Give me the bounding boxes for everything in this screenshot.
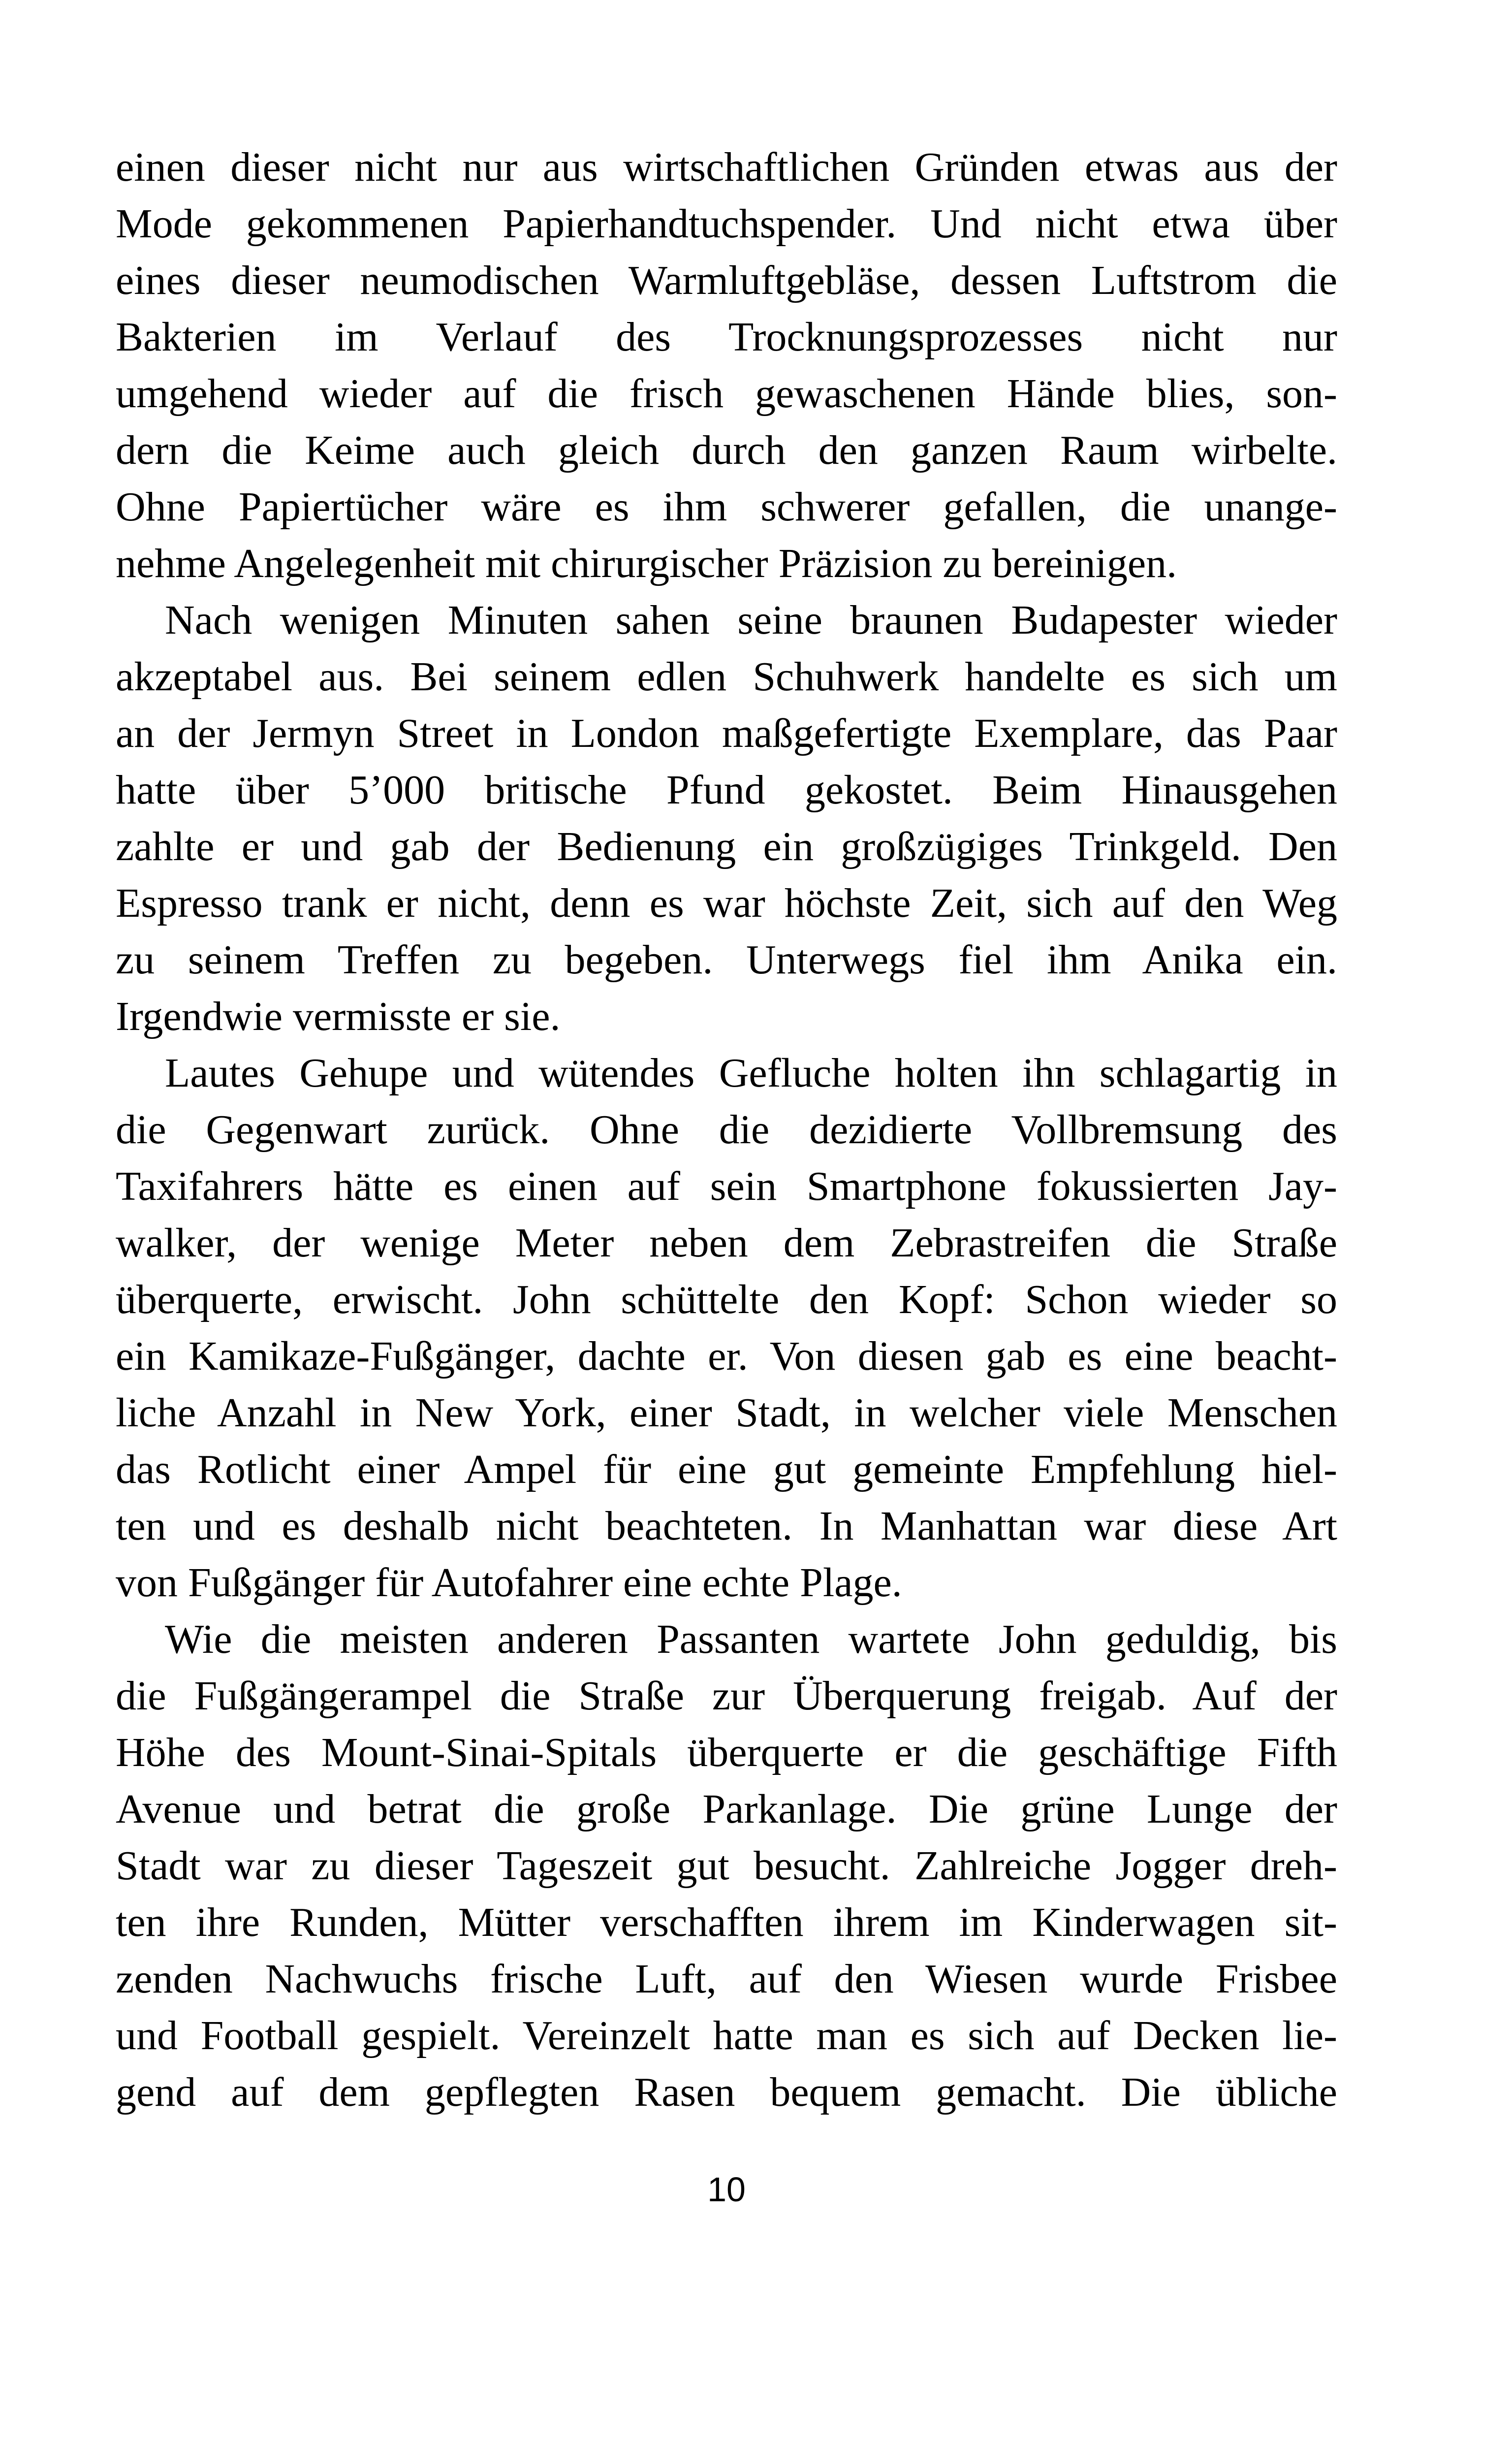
page-number: 10 [707, 2170, 746, 2209]
text-line: liche Anzahl in New York, einer Stadt, in welcher viele Menschen [116, 1390, 1337, 1436]
text-line: Avenue und betrat die große Parkanlage. Die grüne Lunge der [116, 1786, 1337, 1832]
text-line: und Football gespielt. Vereinzelt hatte man es sich auf Decken lie- [116, 2013, 1337, 2058]
text-line: ein Kamikaze-Fußgänger, dachte er. Von diesen gab es eine beacht- [116, 1333, 1337, 1379]
text-line: walker, der wenige Meter neben dem Zebrastreifen die Straße [116, 1220, 1337, 1266]
text-line: Wie die meisten anderen Passanten wartete John geduldig, bis [165, 1616, 1337, 1662]
text-line: gend auf dem gepflegten Rasen bequem gemacht. Die übliche [116, 2069, 1337, 2115]
text-line: Taxifahrers hätte es einen auf sein Smartphone fokussierten Jay- [116, 1163, 1337, 1209]
text-line: zenden Nachwuchs frische Luft, auf den Wiesen wurde Frisbee [116, 1956, 1337, 2002]
text-line: ten ihre Runden, Mütter verschafften ihrem im Kinderwagen sit- [116, 1899, 1337, 1945]
text-line: dern die Keime auch gleich durch den ganzen Raum wirbelte. [116, 427, 1337, 473]
text-line: überquerte, erwischt. John schüttelte den Kopf: Schon wieder so [116, 1277, 1337, 1322]
text-line: Lautes Gehupe und wütendes Gefluche holten ihn schlagartig in [165, 1050, 1337, 1096]
text-line: akzeptabel aus. Bei seinem edlen Schuhwerk handelte es sich um [116, 654, 1337, 700]
text-line: das Rotlicht einer Ampel für eine gut gemeinte Empfehlung hiel- [116, 1447, 1337, 1492]
text-line: einen dieser nicht nur aus wirtschaftlichen Gründen etwas aus der [116, 144, 1337, 190]
text-line: Bakterien im Verlauf des Trocknungsprozesses nicht nur [116, 314, 1337, 360]
text-line: ten und es deshalb nicht beachteten. In Manhattan war diese Art [116, 1503, 1337, 1549]
text-line: umgehend wieder auf die frisch gewaschenen Hände blies, son- [116, 371, 1337, 417]
text-line: eines dieser neumodischen Warmluftgebläse, dessen Luftstrom die [116, 257, 1337, 303]
text-line: Stadt war zu dieser Tageszeit gut besucht. Zahlreiche Jogger dreh- [116, 1843, 1337, 1889]
text-line: an der Jermyn Street in London maßgefertigte Exemplare, das Paar [116, 710, 1337, 756]
text-block [116, 139, 1337, 2121]
text-line: zu seinem Treffen zu begeben. Unterwegs fiel ihm Anika ein. [116, 937, 1337, 983]
text-line: nehme Angelegenheit mit chirurgischer Präzision zu bereinigen. [116, 541, 1177, 586]
text-line: Irgendwie vermisste er sie. [116, 994, 561, 1039]
text-line: zahlte er und gab der Bedienung ein großzügiges Trinkgeld. Den [116, 824, 1337, 869]
text-line: die Fußgängerampel die Straße zur Überquerung freigab. Auf der [116, 1673, 1337, 1719]
text-line: Höhe des Mount-Sinai-Spitals überquerte er die geschäftige Fifth [116, 1730, 1337, 1775]
text-line: die Gegenwart zurück. Ohne die dezidierte Vollbremsung des [116, 1107, 1337, 1153]
text-line: von Fußgänger für Autofahrer eine echte Plage. [116, 1560, 902, 1606]
text-line: Espresso trank er nicht, denn es war höchste Zeit, sich auf den Weg [116, 880, 1337, 926]
text-line: Ohne Papiertücher wäre es ihm schwerer gefallen, die unange- [116, 484, 1337, 530]
text-line: Mode gekommenen Papierhandtuchspender. Und nicht etwa über [116, 201, 1337, 247]
text-line: hatte über 5’000 britische Pfund gekostet. Beim Hinausgehen [116, 767, 1337, 813]
text-line: Nach wenigen Minuten sahen seine braunen Budapester wieder [165, 597, 1337, 643]
